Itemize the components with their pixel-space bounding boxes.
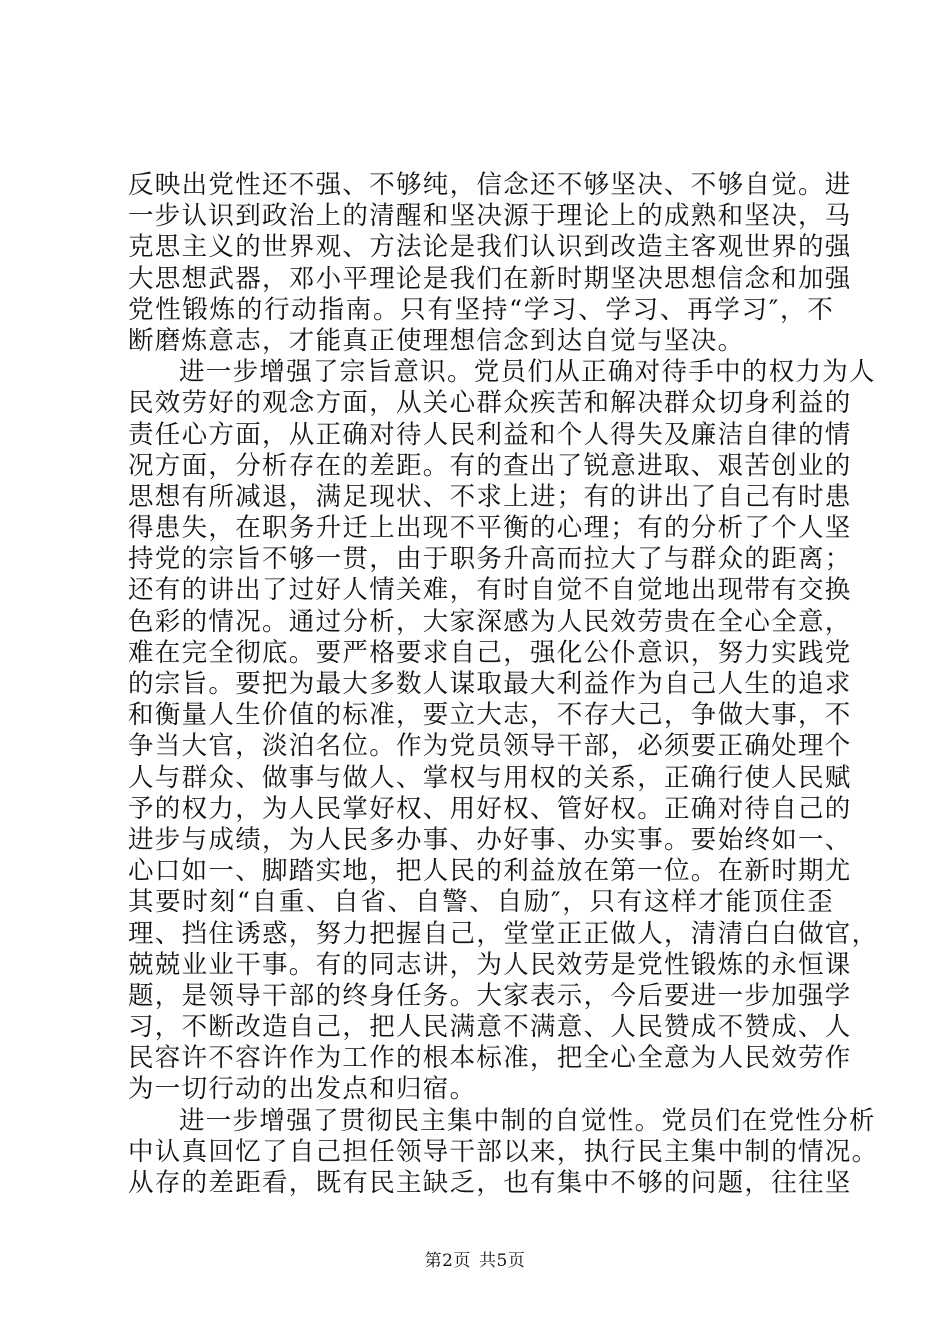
- text-line: 断磨炼意志，才能真正使理想信念到达自觉与坚决。: [128, 325, 745, 356]
- text-line: 予的权力，为人民掌好权、用好权、管好权。正确对待自己的: [128, 793, 852, 824]
- text-line: 克思主义的世界观、方法论是我们认识到改造主客观世界的强: [128, 232, 852, 263]
- text-line: 中认真回忆了自己担任领导干部以来，执行民主集中制的情况。: [128, 1136, 879, 1167]
- page-total: 共5页: [479, 1251, 526, 1271]
- paragraph: [128, 1105, 879, 1200]
- text-line: 持党的宗旨不够一贯，由于职务升高而拉大了与群众的距离；: [128, 544, 852, 575]
- text-line: 党性锻炼的行动指南。只有坚持“学习、学习、再学习″，不: [128, 294, 834, 325]
- text-line: 民效劳好的观念方面，从关心群众疾苦和解决群众切身利益的: [128, 388, 852, 419]
- text-line: 还有的讲出了过好人情关难，有时自觉不自觉地出现带有交换: [128, 575, 852, 606]
- text-line: 心口如一、脚踏实地，把人民的利益放在第一位。在新时期尤: [128, 856, 852, 887]
- paragraph: [128, 170, 852, 357]
- text-line: 民容许不容许作为工作的根本标准，把全心全意为人民效劳作: [128, 1043, 852, 1074]
- page-number: 第2页: [424, 1251, 471, 1271]
- text-line: 为一切行动的出发点和归宿。: [128, 1074, 477, 1105]
- text-line: 大思想武器，邓小平理论是我们在新时期坚决思想信念和加强: [128, 263, 852, 294]
- text-line: 其要时刻“自重、自省、自警、自励″，只有这样才能顶住歪: [128, 887, 834, 918]
- text-line: 理、挡住诱惑，努力把握自己，堂堂正正做人，清清白白做官，: [128, 918, 879, 949]
- text-line: 习，不断改造自己，把人民满意不满意、人民赞成不赞成、人: [128, 1012, 852, 1043]
- text-line: 难在完全彻底。要严格要求自己，强化公仆意识，努力实践党: [128, 637, 852, 668]
- text-line: 兢兢业业干事。有的同志讲，为人民效劳是党性锻炼的永恒课: [128, 949, 852, 980]
- text-line: 反映出党性还不强、不够纯，信念还不够坚决、不够自觉。进: [128, 170, 852, 200]
- text-line: 一步认识到政治上的清醒和坚决源于理论上的成熟和坚决，马: [128, 201, 852, 232]
- text-line: 题，是领导干部的终身任务。大家表示，今后要进一步加强学: [128, 980, 852, 1011]
- text-line: 争当大官，淡泊名位。作为党员领导干部，必须要正确处理个: [128, 731, 852, 762]
- text-line: 色彩的情况。通过分析，大家深感为人民效劳贵在全心全意，: [128, 606, 852, 637]
- text-line: 从存的差距看，既有民主缺乏，也有集中不够的问题，往往坚: [128, 1168, 852, 1198]
- text-line: 况方面，分析存在的差距。有的查出了锐意进取、艰苦创业的: [128, 450, 852, 481]
- text-line: 进步与成绩，为人民多办事、办好事、办实事。要始终如一、: [128, 824, 852, 855]
- text-line: 的宗旨。要把为最大多数人谋取最大利益作为自己人生的追求: [128, 669, 852, 699]
- text-line: 责任心方面，从正确对待人民利益和个人得失及廉洁自律的情: [128, 419, 852, 450]
- page-footer: [0, 1246, 950, 1271]
- text-line: 进一步增强了贯彻民主集中制的自觉性。党员们在党性分析: [179, 1105, 876, 1136]
- text-line: 进一步增强了宗旨意识。党员们从正确对待手中的权力为人: [179, 357, 876, 388]
- text-line: 和衡量人生价值的标准，要立大志，不存大己，争做大事，不: [128, 700, 852, 731]
- document-body: [128, 170, 879, 1199]
- paragraph: [128, 357, 879, 1106]
- text-line: 得患失，在职务升迁上出现不平衡的心理；有的分析了个人坚: [128, 513, 852, 544]
- text-line: 思想有所减退，满足现状、不求上进；有的讲出了自己有时患: [128, 481, 852, 512]
- text-line: 人与群众、做事与做人、掌权与用权的关系，正确行使人民赋: [128, 762, 852, 793]
